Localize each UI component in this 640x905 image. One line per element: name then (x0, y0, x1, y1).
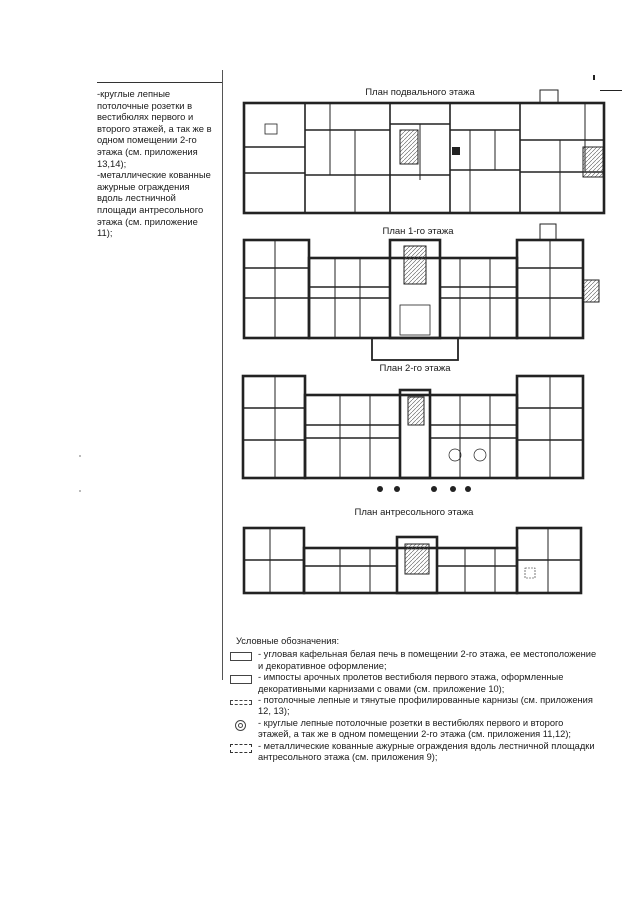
legend-rect-symbol (230, 652, 252, 661)
floor1-plan (244, 224, 599, 360)
basement-plan-title: План подвального этажа (365, 87, 475, 98)
legend-item-line: - импосты арочных пролетов вестибюля первого этажа, оформленные (258, 672, 564, 683)
floor2-plan-title: План 2-го этажа (379, 363, 451, 374)
mezzanine-plan-title: План антресольного этажа (354, 507, 474, 518)
legend-item-line: - круглые лепные потолочные розетки в вестибюлях первого и второго (258, 717, 564, 728)
left-note-line: потолочные розетки в (97, 99, 193, 111)
left-note-line: -круглые лепные (97, 88, 171, 99)
basement-plan (244, 90, 604, 213)
legend-heading: Условные обозначения: (236, 636, 340, 646)
floor2-plan (243, 376, 583, 478)
legend-rect-symbol (230, 675, 252, 684)
left-note-line: ажурные ограждения (97, 180, 190, 192)
legend-dash-symbol (230, 700, 252, 705)
left-note-line: 11); (97, 227, 113, 239)
left-note-line: этажа (см. приложение (97, 215, 198, 227)
legend-item-line: - металлические кованные ажурные ограждения вдоль лестничной площадки (258, 740, 595, 751)
left-note-line: площади антресольного (97, 203, 204, 215)
legend-item (228, 741, 623, 764)
floor1-plan-title: План 1-го этажа (382, 226, 454, 237)
legend-item-line: и декоративное оформление; (258, 660, 387, 671)
legend-item (228, 718, 623, 741)
left-note-line: этажа (см. приложения (97, 145, 198, 157)
left-note-line: вестибюлях первого и (97, 111, 194, 123)
left-note-line: 13,14); (97, 157, 127, 169)
left-note-line: второго этажей, а так же в (97, 122, 212, 134)
floor2-column-dots (377, 486, 471, 492)
legend-item-line: 12, 13); (258, 706, 290, 717)
legend-item-line: этажей, а так же в одном помещении 2-го этажа (см. приложения 11,12); (258, 729, 572, 740)
legend-item (228, 672, 623, 695)
legend-item-line: декоративными карнизами с овами (см. приложение 10); (258, 683, 505, 694)
mezzanine-plan (244, 528, 581, 593)
legend (228, 636, 623, 763)
legend-item-line: - угловая кафельная белая печь в помещении 2-го этажа, ее местоположение (258, 649, 597, 660)
left-note-line: -металлические кованные (97, 169, 211, 181)
legend-circle-symbol (235, 720, 246, 731)
scan-speck (79, 490, 81, 492)
legend-item-line: антресольного этажа (см. приложения 9); (258, 752, 438, 763)
scan-speck (79, 455, 81, 457)
left-note-line: вдоль лестничной (97, 192, 176, 204)
legend-item (228, 649, 623, 672)
legend-item (228, 695, 623, 718)
legend-item-line: - потолочные лепные и тянутые профилированные карнизы (см. приложения (258, 695, 593, 706)
left-note-line: одном помещении 2-го (97, 134, 197, 146)
legend-bracket-symbol (230, 744, 252, 753)
